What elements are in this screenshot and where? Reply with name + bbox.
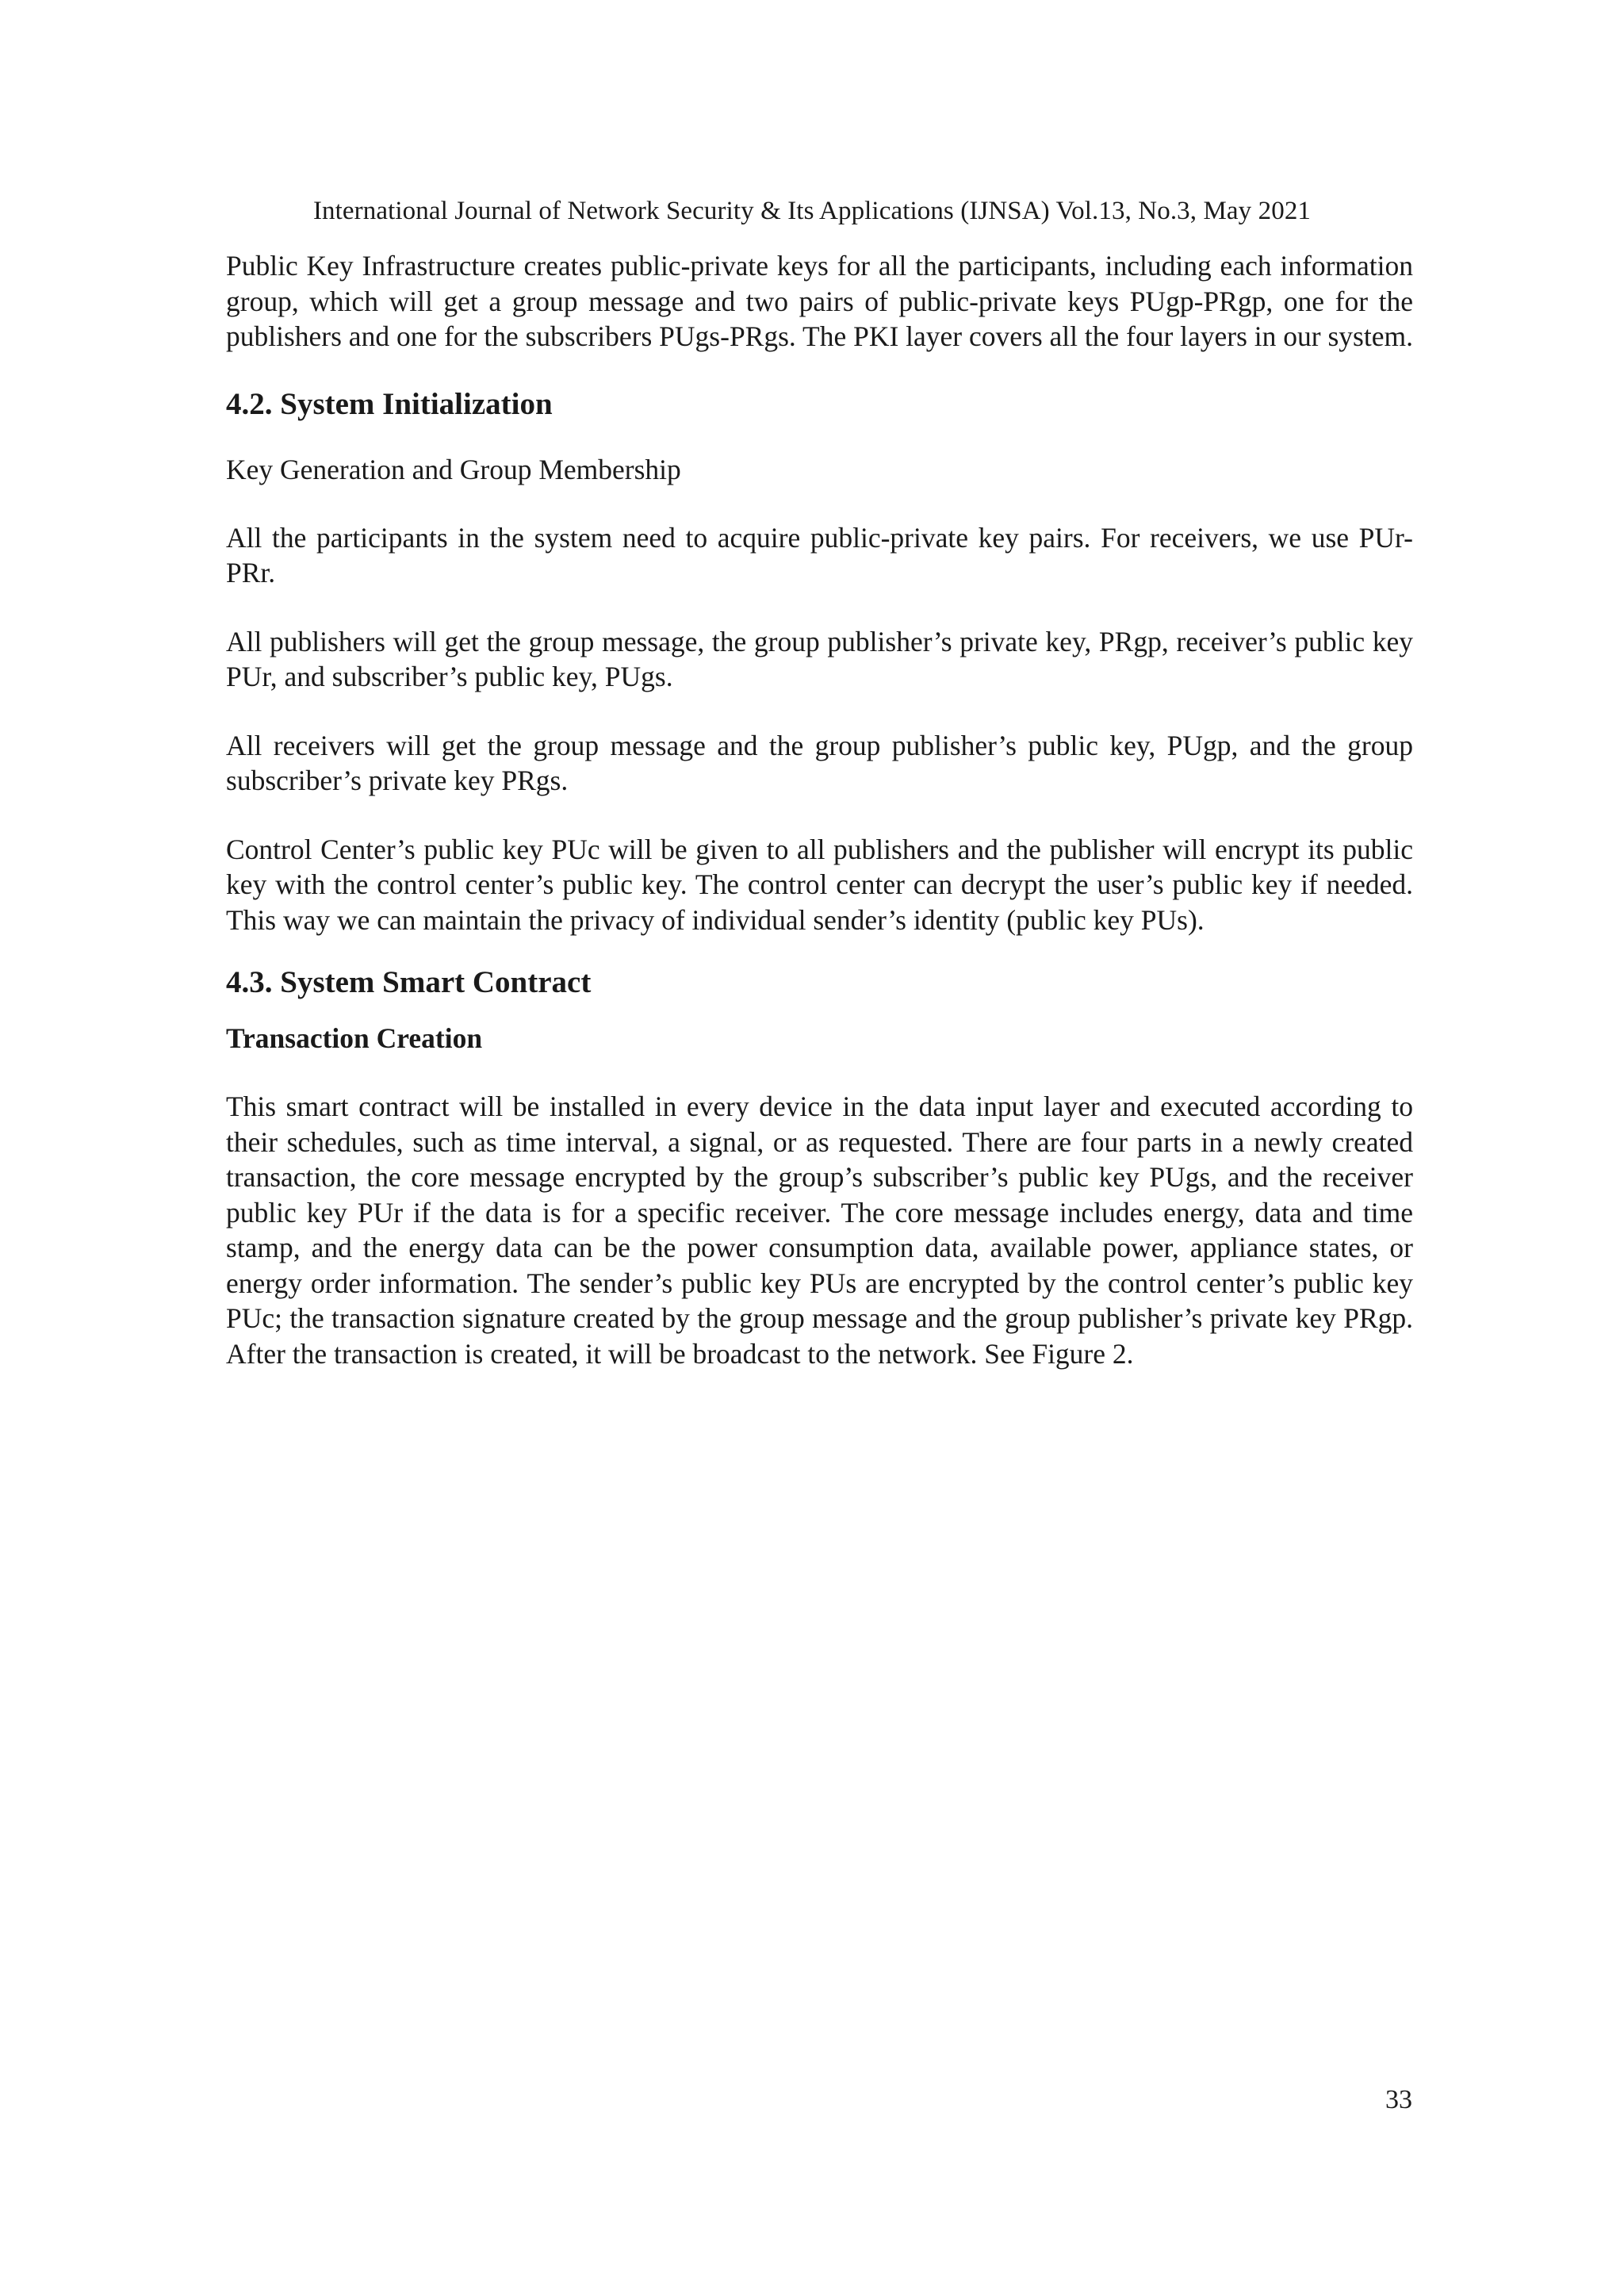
- intro-paragraph: Public Key Infrastructure creates public-private keys for all the participants, including each information group, which will get a group message and two pairs of public-private keys PUgp-PRgp, one for the publishers and one for the subscribers PUgs-PRgs. The PKI layer covers all the four layers in our system.: [226, 250, 1413, 352]
- page-number: 33: [1385, 2085, 1412, 2114]
- paragraph-publishers: All publishers will get the group message, the group publisher’s private key, PRgp, receiver’s public key PUr, and subscriber’s public key, PUgs.: [226, 625, 1413, 692]
- section-heading-4-2: 4.2. System Initialization: [226, 386, 553, 421]
- subheading-transaction-creation: Transaction Creation: [226, 1022, 483, 1054]
- running-header: International Journal of Network Security & Its Applications (IJNSA) Vol.13, No.3, May 2021: [312, 197, 1312, 225]
- main-content: [226, 248, 1413, 1371]
- paragraph-control-center: Control Center’s public key PUc will be given to all publishers and the publisher will encrypt its public key with the control center’s public key. The control center can decrypt the user’s public key if needed. This way we can maintain the privacy of individual sender’s identity (public key PUs).: [226, 833, 1413, 936]
- paragraph-transaction-creation: This smart contract will be installed in every device in the data input layer and executed according to their schedules, such as time interval, a signal, or as requested. There are four parts in a newly created transaction, the core message encrypted by the group’s subscriber’s public key PUgs, and the receiver public key PUr if the data is for a specific receiver. The core message includes energy, data and time stamp, and the energy data can be the power consumption data, available power, appliance states, or energy order information. The sender’s public key PUs are encrypted by the control center’s public key PUc; the transaction signature created by the group message and the group publisher’s private key PRgp. After the transaction is created, it will be broadcast to the network. See Figure 2.: [226, 1091, 1413, 1370]
- paragraph-receivers: All receivers will get the group message and the group publisher’s public key, PUgp, and the group subscriber’s private key PRgs.: [226, 729, 1413, 796]
- subheading-key-generation: Key Generation and Group Membership: [226, 453, 681, 485]
- section-heading-4-3: 4.3. System Smart Contract: [226, 965, 592, 999]
- paragraph-key-pairs: All the participants in the system need to acquire public-private key pairs. For receivers, we use PUr-PRr.: [226, 521, 1413, 588]
